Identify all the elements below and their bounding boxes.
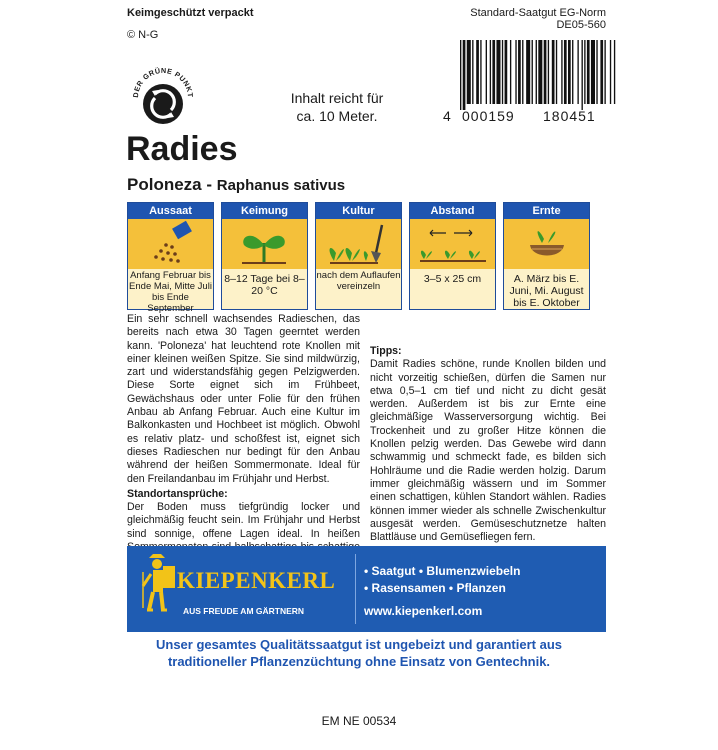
quality-line-1: Unser gesamtes Qualitätssaatgut ist ungebeizt und garantiert aus (156, 637, 562, 652)
banner-url[interactable]: www.kiepenkerl.com (364, 604, 483, 618)
info-box-abstand (409, 202, 496, 310)
variety-name: Poloneza (127, 175, 202, 194)
product-name: Radies (126, 130, 238, 168)
subtitle-separator: - (201, 175, 217, 194)
packaging-note: Keimgeschützt verpackt (127, 7, 254, 19)
latin-name: Raphanus sativus (216, 177, 346, 194)
info-box-title: Keimung (222, 203, 307, 219)
thinning-plants-icon (316, 219, 401, 269)
banner-item-1: • Saatgut • Blumenzwiebeln (364, 564, 521, 578)
tips-column (370, 343, 606, 544)
location-heading: Standortansprüche: (127, 487, 228, 500)
seedling-icon (222, 219, 307, 269)
quality-line-2: traditioneller Pflanzenzüchtung ohne Einsatz von Gentechnik. (167, 654, 551, 669)
barcode-bars (458, 40, 618, 110)
gruener-punkt-logo (127, 60, 199, 132)
brand-name: KIEPENKERL (177, 568, 336, 593)
info-box-text: 8–12 Tage bei 8–20 °C (222, 269, 307, 309)
contents-line-2: ca. 10 Meter. (296, 108, 378, 124)
barcode-icon (458, 40, 618, 110)
standard-label: Standard-Saatgut EG-Norm (470, 7, 606, 19)
svg-text:DER GRÜNE PUNKT: DER GRÜNE PUNKT (130, 65, 196, 99)
tips-heading: Tipps: (370, 345, 402, 357)
description-column (127, 313, 360, 568)
banner-divider (355, 554, 356, 624)
contents-info (272, 89, 402, 125)
banner-item-2: • Rasensamen • Pflanzen (364, 581, 506, 595)
info-box-title: Abstand (410, 203, 495, 219)
harvest-bowl-icon (504, 219, 589, 269)
location-text: Der Boden muss tiefgründig locker und gleichmäßig feucht sein. Im Frühjahr und Herbst sind sonnige, offene Lagen ideal. In heißen (127, 501, 360, 540)
info-box-aussaat (127, 202, 214, 314)
contents-line-1: Inhalt reicht für (290, 90, 384, 106)
info-box-text: Anfang Februar bis Ende Mai, Mitte Juli bis Ende September (129, 270, 212, 314)
gruener-punkt-icon (127, 60, 199, 132)
info-box-title: Kultur (316, 203, 401, 219)
copyright-note: © N-G (127, 29, 159, 41)
standard-code: DE05-560 (556, 19, 606, 31)
brand-slogan: AUS FREUDE AM GÄRTNERN (183, 606, 305, 616)
tips-text: Damit Radies schöne, runde Knollen bilden und nicht vorzeitig schießen, dürfen die Samen nur etwa 0,5–1 cm tief und nicht zu dicht gesät werden. Außerdem ist bis zur Ernte eine gleichmäßige Wasserversorgung wichtig. Bei Trockenheit und zu großer Hitze können die Knollen pelzig werden. Das Gewebe wird dann schwammig und schmeckt fade, es bilden sich Hohlräume und die Radie werden holzig. Darum immer gleichmäßig wässern und im Sommer einen schattigen, kühlen Standort wählen. Radies können immer wieder als schnelle Zwischenkultur ausgesät werden. Gemüseschutznetze halten Blattläuse und Gemüsefliegen fern. (370, 358, 606, 544)
seed-packet-icon (128, 219, 213, 269)
footer-code: EM NE 00534 (321, 714, 397, 728)
description-text: Ein sehr schnell wachsendes Radieschen, das bereits nach etwa 30 Tagen geerntet werden kann. 'Poloneza' hat leuchtend rote Knollen mit einer kleinen weißen Spitze. Sie sind mildwürzig, zart und widerstandsfähig gegen Pelzigwerden. Diese Sorte eignet sich im Frühbeet, Gewächshaus oder unter Folie für den frühen Anbau ab Anfang Februar. Auch eine Kultur im Balkonkasten und Hochbeet ist möglich. Obwohl es relativ platz- und schoßfest ist, eignet sich dieses Radieschen nur bedingt für den Anbau während der heißen Sommermonate. Ideal für den Freilandanbau im Frühjahr und Herbst. (127, 313, 360, 485)
info-box-title: Ernte (504, 203, 589, 219)
info-box-text: nach dem Auflaufen vereinzeln (316, 269, 401, 309)
info-box-text: 3–5 x 25 cm (410, 269, 495, 309)
info-box-text: A. März bis E. Juni, Mi. August bis E. Oktober (504, 269, 589, 309)
info-box-keimung (221, 202, 308, 310)
product-subtitle (127, 175, 345, 195)
barcode-digits-group-2: 180451 (543, 108, 596, 124)
barcode-digit-first: 4 (443, 108, 452, 124)
info-box-ernte (503, 202, 590, 310)
info-box-kultur (315, 202, 402, 310)
spacing-icon (410, 219, 495, 269)
info-box-title: Aussaat (128, 203, 213, 219)
brand-banner (127, 546, 606, 632)
barcode-digits-group-1: 000159 (462, 108, 515, 124)
